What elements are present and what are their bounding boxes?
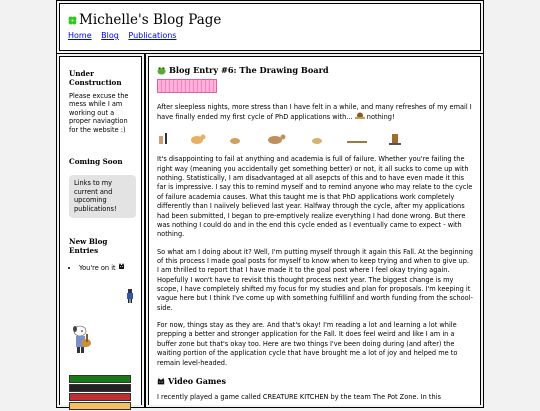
nav-home-link[interactable]: Home [68,31,92,40]
coming-soon-heading: Coming Soon [69,157,123,166]
snail-icon [355,112,365,119]
new-entry-item[interactable] [79,263,136,272]
pixel-animals-strip [157,130,457,146]
dog-guitar-icon [70,325,94,355]
post-paragraph-4: For now, things stay as they are. And that's okay! I'm reading a lot and learning a lot while prepping a better and stronger application for the Fall. It does feel weird and like I am in a buffer zone but that's okay too. Here are two things I've been doing during (and after) the waiting portion of the application cycle that have brought me a lot of joy and helped me to remain level-headed. [157,321,458,367]
web-badge-green[interactable] [69,375,131,383]
web-badge-yellow[interactable] [69,402,131,410]
coming-soon-section [69,157,136,218]
new-entries-list [69,263,136,272]
post-title [157,65,473,77]
under-construction-heading: Under Construction [69,69,122,88]
new-entries-section [69,237,136,272]
clover-icon [68,16,77,25]
nav-blog-link[interactable]: Blog [101,31,119,40]
under-construction-text: Please excuse the mess while I am working out a proper naviagtion for the website :) [69,91,129,134]
under-construction-section [69,69,136,135]
web-badge-red[interactable] [69,393,131,401]
decorative-pixel-row [157,130,473,146]
new-entry-label: You're on it [79,263,116,272]
post-title-text: Blog Entry #6: The Drawing Board [169,65,329,75]
video-games-paragraph: I recently played a game called CREATURE KITCHEN by the team The Pot Zone. In this [157,393,441,402]
cat-face-icon [157,378,165,386]
coming-soon-text: Links to my current and upcoming publications! [74,179,117,214]
post-paragraph-3: So what am I doing about it? Well, I'm putting myself through it again this Fall. At the beginning of this process I made goal posts for myself to know when to keep trying and when to give up. I am thrilled to report that I have made it to the goal post where I feel okay trying again. Hopefully I won't have to revisit this thought process next year. The biggest change is my scope, I have completely shifted my focus for my studies and plan for proposals. I'm keeping it vague here but I think I've come up with something fulfillinf and worth funding from the school-side. [157,247,473,312]
post-paragraph-1-text: After sleepless nights, more stress than I have felt in a while, and many refreshes of my email I have finally ended my first cycle of PhD applications with... [157,102,472,121]
site-title-text: Michelle's Blog Page [79,12,222,28]
nav-publications-link[interactable]: Publications [128,31,177,40]
main-content [148,56,481,405]
post-paragraph-1 [157,103,473,123]
post-paragraph-2: It's disappointing to fail at anything and academia is full of failure. Whether you're failing the right way (meaning you accidentally get something better) or not, it all sucks to come up with nothing. Statistically, I am disadvantaged at all asepcts of this and to have even made it this far is impressive. I say this to remind myself and to remind anyone who may relate to the cycle of failure academia causes. What this taught me is that PhD applications work completely differently than I naiively believed last year. Halfway through the cycle, after my applications had been submitted, I began to pre-emptively realize everything I had done wrong. But there was nothing I could do and in the end this cycle ended as I eventually came to expect - with nothing. [157,155,473,239]
frog-icon [157,66,166,75]
site-title [68,12,221,28]
video-games-heading-text: Video Games [168,375,226,386]
web-badge-dark[interactable] [69,384,131,392]
coming-soon-box [69,175,136,217]
cat-icon [118,263,125,271]
pixel-figure-icon [125,289,135,303]
sidebar [59,56,142,405]
pink-divider [157,79,217,93]
site-header [59,3,481,51]
blog-post [157,65,473,411]
new-entries-heading: New Blog Entries [69,237,108,256]
post-paragraph-1-end: nothing! [366,113,395,121]
video-games-heading [157,376,473,387]
main-nav [68,31,183,40]
